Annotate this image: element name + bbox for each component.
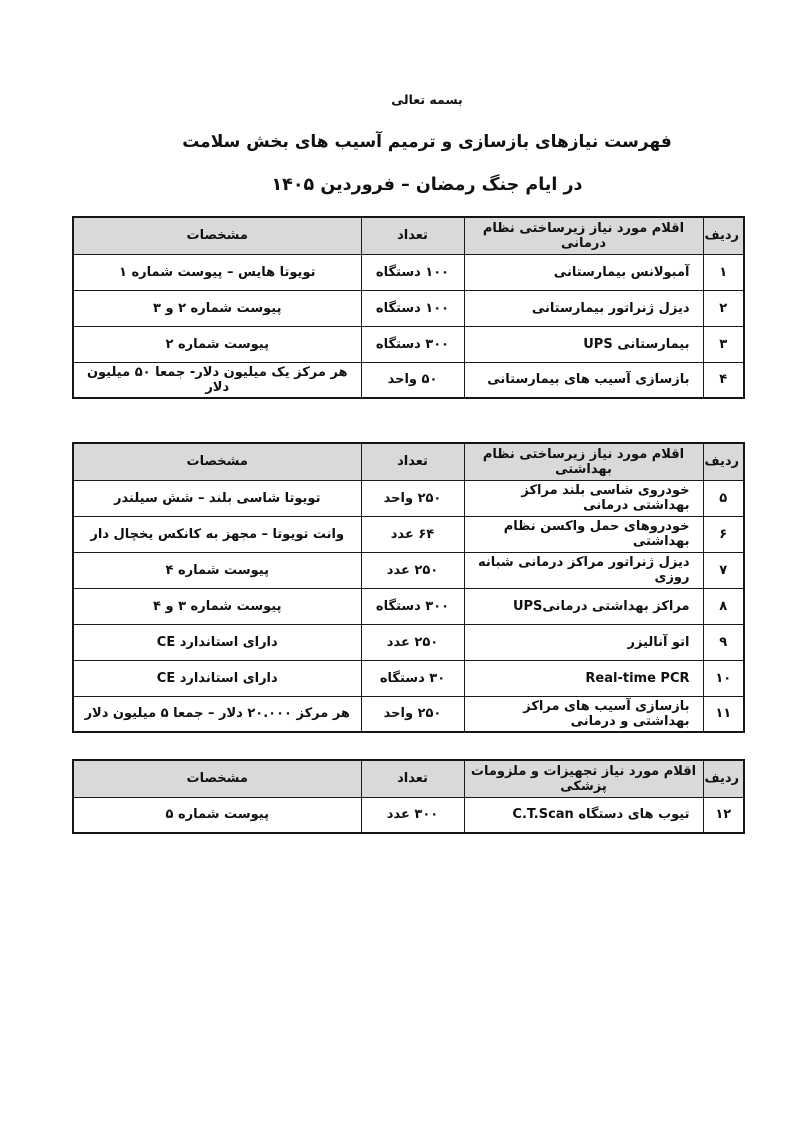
document-subtitle: در ایام جنگ رمضان – فروردین ۱۴۰۵ <box>271 175 583 195</box>
row-no-cell: ۷ <box>703 552 744 588</box>
item-cell: خودروی شاسی بلند مراکز بهداشتی درمانی <box>464 480 703 516</box>
row-no-cell: ۸ <box>703 588 744 624</box>
item-cell: دیزل ژنراتور بیمارستانی <box>464 290 703 326</box>
table-row <box>73 552 744 588</box>
bismillah-text: بسمه تعالی <box>391 92 463 107</box>
item-cell: اتو آنالیزر <box>464 624 703 660</box>
table-row <box>73 290 744 326</box>
column-header-items: اقلام مورد نیاز زیرساختی نظام بهداشتی <box>464 443 703 480</box>
needs-table-health-infrastructure <box>72 442 745 733</box>
qty-cell: ۲۵۰ عدد <box>361 624 464 660</box>
qty-cell: ۶۴ عدد <box>361 516 464 552</box>
item-cell: UPSمراکز بهداشتی درمانی <box>464 588 703 624</box>
specs-cell: تویوتا شاسی بلند – شش سیلندر <box>73 480 361 516</box>
needs-table-medical-equipment <box>72 759 745 834</box>
row-no-cell: ۱ <box>703 254 744 290</box>
table-row <box>73 362 744 398</box>
item-cell: بازسازی آسیب های بیمارستانی <box>464 362 703 398</box>
row-no-cell: ۶ <box>703 516 744 552</box>
column-header-qty: تعداد <box>361 443 464 480</box>
table-row <box>73 516 744 552</box>
item-cell: خودروهای حمل واکسن نظام بهداشتی <box>464 516 703 552</box>
column-header-qty: تعداد <box>361 217 464 254</box>
specs-cell: پیوست شماره ۴ <box>73 552 361 588</box>
table-row <box>73 696 744 732</box>
row-no-cell: ۱۱ <box>703 696 744 732</box>
table-header-row <box>73 443 744 480</box>
column-header-qty: تعداد <box>361 760 464 797</box>
table-row <box>73 624 744 660</box>
specs-cell: پیوست شماره ۵ <box>73 797 361 833</box>
item-cell: دیزل ژنراتور مراکز درمانی شبانه روزی <box>464 552 703 588</box>
qty-cell: ۳۰۰ عدد <box>361 797 464 833</box>
item-cell: تیوب های دستگاه C.T.Scan <box>464 797 703 833</box>
table-row <box>73 797 744 833</box>
column-header-row-no: ردیف <box>703 217 744 254</box>
item-cell: Real-time PCR <box>464 660 703 696</box>
qty-cell: ۲۵۰ واحد <box>361 696 464 732</box>
specs-cell: پیوست شماره ۲ و ۳ <box>73 290 361 326</box>
qty-cell: ۲۵۰ عدد <box>361 552 464 588</box>
document-title: فهرست نیازهای بازسازی و ترمیم آسیب های بخش سلامت <box>182 132 672 152</box>
row-no-cell: ۲ <box>703 290 744 326</box>
qty-cell: ۳۰۰ دستگاه <box>361 326 464 362</box>
row-no-cell: ۳ <box>703 326 744 362</box>
item-cell: UPS بیمارستانی <box>464 326 703 362</box>
specs-cell: دارای استاندارد CE <box>73 660 361 696</box>
column-header-specs: مشخصات <box>73 217 361 254</box>
needs-table-medical-infrastructure <box>72 216 745 399</box>
document-header <box>72 92 782 195</box>
row-no-cell: ۱۰ <box>703 660 744 696</box>
table-row <box>73 326 744 362</box>
qty-cell: ۳۰ دستگاه <box>361 660 464 696</box>
item-cell: آمبولانس بیمارستانی <box>464 254 703 290</box>
column-header-row-no: ردیف <box>703 443 744 480</box>
row-no-cell: ۱۲ <box>703 797 744 833</box>
specs-cell: هر مرکز یک میلیون دلار- جمعا ۵۰ میلیون دلار <box>73 362 361 398</box>
table-header-row <box>73 217 744 254</box>
qty-cell: ۱۰۰ دستگاه <box>361 290 464 326</box>
item-cell: بازسازی آسیب های مراکز بهداشتی و درمانی <box>464 696 703 732</box>
column-header-specs: مشخصات <box>73 443 361 480</box>
specs-cell: پیوست شماره ۳ و ۴ <box>73 588 361 624</box>
qty-cell: ۳۰۰ دستگاه <box>361 588 464 624</box>
table-row <box>73 660 744 696</box>
table-row <box>73 254 744 290</box>
column-header-items: اقلام مورد نیاز تجهیزات و ملزومات پزشکی <box>464 760 703 797</box>
column-header-items: اقلام مورد نیاز زیرساختی نظام درمانی <box>464 217 703 254</box>
row-no-cell: ۵ <box>703 480 744 516</box>
specs-cell: پیوست شماره ۲ <box>73 326 361 362</box>
row-no-cell: ۹ <box>703 624 744 660</box>
table-row <box>73 480 744 516</box>
table-row <box>73 588 744 624</box>
column-header-specs: مشخصات <box>73 760 361 797</box>
row-no-cell: ۴ <box>703 362 744 398</box>
column-header-row-no: ردیف <box>703 760 744 797</box>
qty-cell: ۲۵۰ واحد <box>361 480 464 516</box>
tables-area <box>72 216 743 834</box>
qty-cell: ۵۰ واحد <box>361 362 464 398</box>
specs-cell: هر مرکز ۲۰.۰۰۰ دلار – جمعا ۵ میلیون دلار <box>73 696 361 732</box>
specs-cell: وانت تویوتا – مجهز به کانکس یخچال دار <box>73 516 361 552</box>
specs-cell: دارای استاندارد CE <box>73 624 361 660</box>
specs-cell: تویوتا هایس – پیوست شماره ۱ <box>73 254 361 290</box>
table-header-row <box>73 760 744 797</box>
qty-cell: ۱۰۰ دستگاه <box>361 254 464 290</box>
